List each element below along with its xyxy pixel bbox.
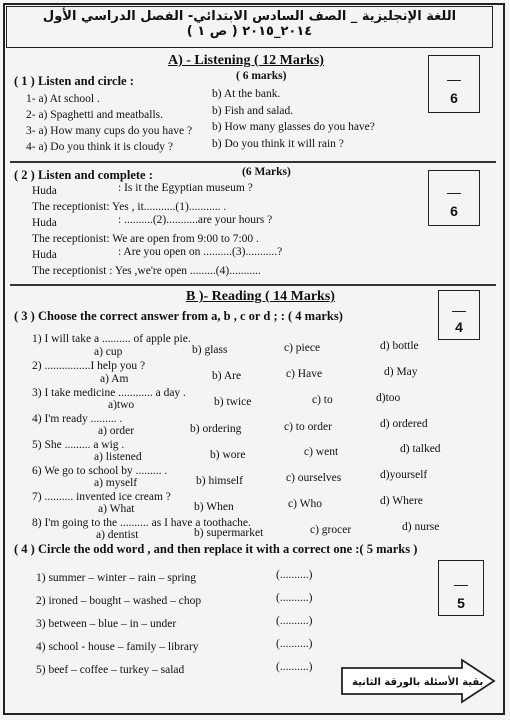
q2-title: ( 2 ) Listen and complete :	[14, 168, 153, 182]
section-a-title: A) - Listening ( 12 Marks)	[168, 53, 324, 68]
q3-option-a: a) order	[98, 425, 135, 437]
q3-option-c: c) ourselves	[286, 472, 342, 484]
q3-option-c: c) Have	[286, 368, 323, 380]
q3-option-d: d) May	[384, 366, 418, 378]
q3-stem: 3) I take medicine ............ a day .	[32, 387, 186, 399]
next-page-note: بقية الأسئلة بالورقة الثانية	[352, 677, 484, 688]
q2-speaker: Huda	[32, 185, 57, 197]
q1-item-a: 1- a) At school .	[26, 93, 100, 105]
q1-item-b: b) Fish and salad.	[212, 105, 294, 117]
q4-score: 5	[457, 595, 465, 611]
q4-item: 1) summer – winter – rain – spring	[36, 572, 197, 584]
q3-option-d: d)yourself	[380, 469, 428, 481]
q3-option-d: d) nurse	[402, 521, 440, 533]
q3-option-b: b) Are	[212, 370, 242, 382]
q3-option-b: b) When	[194, 501, 234, 513]
q3-option-b: b) ordering	[190, 423, 242, 435]
q2-line: : Are you open on ..........(3)...........?	[118, 246, 283, 258]
q4-blank: (..........)	[276, 615, 313, 627]
q1-item-a: 4- a) Do you think it is cloudy ?	[26, 141, 173, 153]
q3-stem: 6) We go to school by ......... .	[32, 465, 168, 477]
q3-stem: 8) I'm going to the .......... as I have a toothache.	[32, 517, 251, 529]
q2-speaker: Huda	[32, 249, 57, 261]
q2-speaker: Huda	[32, 217, 57, 229]
q3-option-b: b) wore	[210, 449, 246, 461]
q3-option-a: a) cup	[94, 346, 123, 358]
q1-item-b: b) At the bank.	[212, 88, 281, 100]
q3-stem: 1) I will take a .......... of apple pie.	[32, 333, 191, 345]
q2-speaker: The receptionist: Yes , it...........(1)........... .	[32, 201, 227, 213]
q3-stem: 2) ................I help you ?	[32, 360, 146, 372]
q3-stem: 5) She ......... a wig .	[32, 439, 125, 451]
q3-option-a: a) What	[98, 503, 135, 515]
q2-speaker: The receptionist : Yes ,we're open .........(4)...........	[32, 265, 261, 277]
q3-option-c: c) to order	[284, 421, 332, 433]
q4-item: 4) school - house – family – library	[36, 641, 199, 653]
q2-speaker: The receptionist: We are open from 9:00 to 7:00 .	[32, 233, 259, 245]
q4-blank: (..........)	[276, 592, 313, 604]
q3-stem: 4) I'm ready ......... .	[32, 413, 123, 425]
q4-blank: (..........)	[276, 569, 313, 581]
q4-blank: (..........)	[276, 638, 313, 650]
q3-option-a: a) listened	[94, 451, 142, 463]
q3-option-c: c) Who	[288, 498, 322, 510]
q4-blank: (..........)	[276, 661, 313, 673]
q1-score: 6	[450, 90, 458, 106]
q2-score: 6	[450, 203, 458, 219]
q3-option-a: a) myself	[94, 477, 138, 489]
q1-item-a: 3- a) How many cups do you have ?	[26, 125, 193, 137]
q3-score-box	[438, 290, 480, 340]
q3-option-a: a)two	[108, 399, 135, 411]
q3-option-c: c) grocer	[310, 524, 352, 536]
q3-option-d: d) Where	[380, 495, 423, 507]
q3-title: ( 3 ) Choose the correct answer from a, b , c or d ; : ( 4 marks)	[14, 309, 343, 323]
q1-score-box	[428, 55, 480, 113]
q3-option-d: d) talked	[400, 443, 441, 455]
q4-item: 5) beef – coffee – turkey – salad	[36, 664, 185, 676]
q3-option-b: b) supermarket	[194, 527, 264, 539]
q3-option-d: d) ordered	[380, 418, 428, 430]
q3-option-a: a) Am	[100, 373, 129, 385]
q3-score: 4	[455, 319, 463, 335]
q4-score-box	[438, 560, 484, 616]
q3-option-b: b) twice	[214, 396, 252, 408]
q4-item: 3) between – blue – in – under	[36, 618, 177, 630]
q2-marks: (6 Marks)	[242, 166, 291, 178]
q3-option-b: b) glass	[192, 344, 228, 356]
q3-stem: 7) .......... invented ice cream ?	[32, 491, 171, 503]
q1-title: ( 1 ) Listen and circle :	[14, 74, 134, 88]
section-b-title: B )- Reading ( 14 Marks)	[186, 289, 335, 304]
q3-option-d: d) bottle	[380, 340, 419, 352]
q4-title: ( 4 ) Circle the odd word , and then replace it with a correct one :( 5 marks )	[14, 542, 418, 556]
q2-line: : ..........(2)...........are your hours ?	[118, 214, 273, 226]
q2-line: : Is it the Egyptian museum ?	[118, 182, 253, 194]
q1-marks: ( 6 marks)	[236, 70, 287, 82]
divider	[10, 284, 496, 286]
q3-option-b: b) himself	[196, 475, 243, 487]
q1-item-b: b) How many glasses do you have?	[212, 121, 375, 133]
q3-option-c: c) to	[312, 394, 333, 406]
q1-item-b: b) Do you think it will rain ?	[212, 138, 344, 150]
q3-option-d: d)too	[376, 392, 401, 404]
exam-header	[6, 6, 493, 48]
q3-option-c: c) piece	[284, 342, 321, 354]
q2-score-box	[428, 170, 480, 226]
q1-item-a: 2- a) Spaghetti and meatballs.	[26, 109, 164, 121]
q4-item: 2) ironed – bought – washed – chop	[36, 595, 202, 607]
q3-option-c: c) went	[304, 446, 339, 458]
divider	[10, 161, 496, 163]
q3-option-a: a) dentist	[96, 529, 139, 541]
header-title: اللغة الإنجليزية _ الصف السادس الابتدائي- الفصل الدراسي الأول ٢٠١٤_٢٠١٥ ( ص ١ )	[42, 9, 457, 39]
